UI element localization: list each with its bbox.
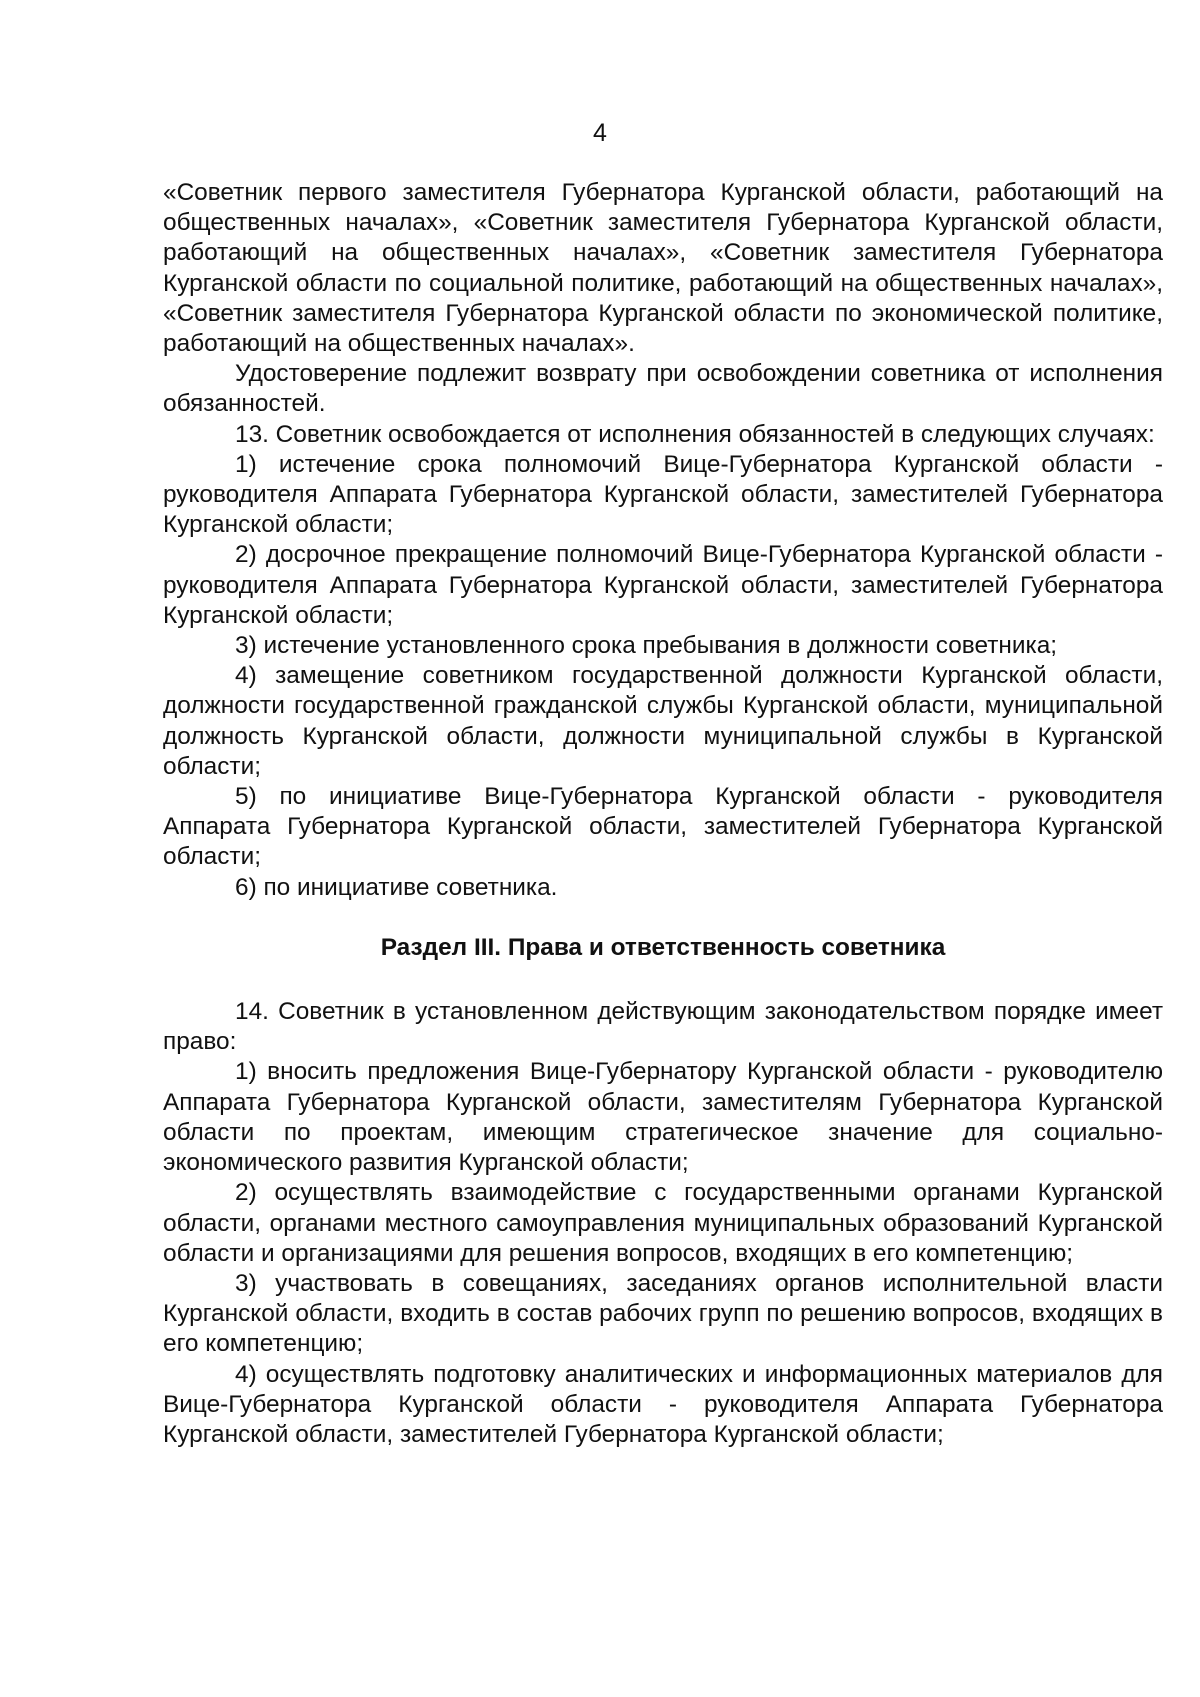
document-body [163,178,1163,1450]
page-number: 4 [593,119,607,147]
list-item: 2) осуществлять взаимодействие с государственными органами Курганской области, органами местного самоуправления муниципальных образований Курганской области и организациями для решения вопросов, входящих в его компетенцию; [163,1179,1163,1267]
list-item: 4) замещение советником государственной должности Курганской области, должности государственной гражданской службы Курганской области, муниципальной должность Курганской области, должности муниципальной службы в Курганской области; [163,662,1163,780]
clause-13: 13. Советник освобождается от исполнения обязанностей в следующих случаях: [235,420,1155,448]
section-heading: Раздел III. Права и ответственность советника [380,933,946,961]
list-item: 1) вносить предложения Вице-Губернатору Курганской области - руководителю Аппарата Губернатора Курганской области, заместителям Губернатора Курганской области по проектам, имеющим стратегическое значение для социально-экономического развития Курганской области; [163,1058,1163,1177]
list-item: 2) досрочное прекращение полномочий Вице-Губернатора Курганской области - руководителя Аппарата Губернатора Курганской области, заместителей Губернатора Курганской области; [163,541,1163,629]
list-item: 5) по инициативе Вице-Губернатора Курганской области - руководителя Аппарата Губернатора Курганской области, заместителей Губернатора Курганской области; [163,783,1163,871]
clause-14: 14. Советник в установленном действующим законодательством порядке имеет право: [163,998,1163,1056]
paragraph: «Советник первого заместителя Губернатора Курганской области, работающий на общественных началах», «Советник заместителя Губернатора Курганской области, работающий на общественных началах», «Советник заместителя Губернатора Курганской области по социальной политике, работающий на общественных началах», «Советник заместителя Губернатора Курганской области по экономической политике, работающий на общественных началах». [163,179,1163,358]
paragraph: Удостоверение подлежит возврату при освобождении советника от исполнения обязанностей. [163,360,1163,418]
list-item: 3) участвовать в совещаниях, заседаниях органов исполнительной власти Курганской области, входить в состав рабочих групп по решению вопросов, входящих в его компетенцию; [163,1269,1163,1358]
list-item: 6) по инициативе советника. [235,873,558,901]
list-item: 3) истечение установленного срока пребывания в должности советника; [235,632,1058,660]
list-item: 1) истечение срока полномочий Вице-Губернатора Курганской области - руководителя Аппарата Губернатора Курганской области, заместителей Губернатора Курганской области; [163,450,1163,539]
list-item: 4) осуществлять подготовку аналитических и информационных материалов для Вице-Губернатора Курганской области - руководителя Аппарата Губернатора Курганской области, заместителей Губернатора Курганской области; [163,1360,1163,1448]
